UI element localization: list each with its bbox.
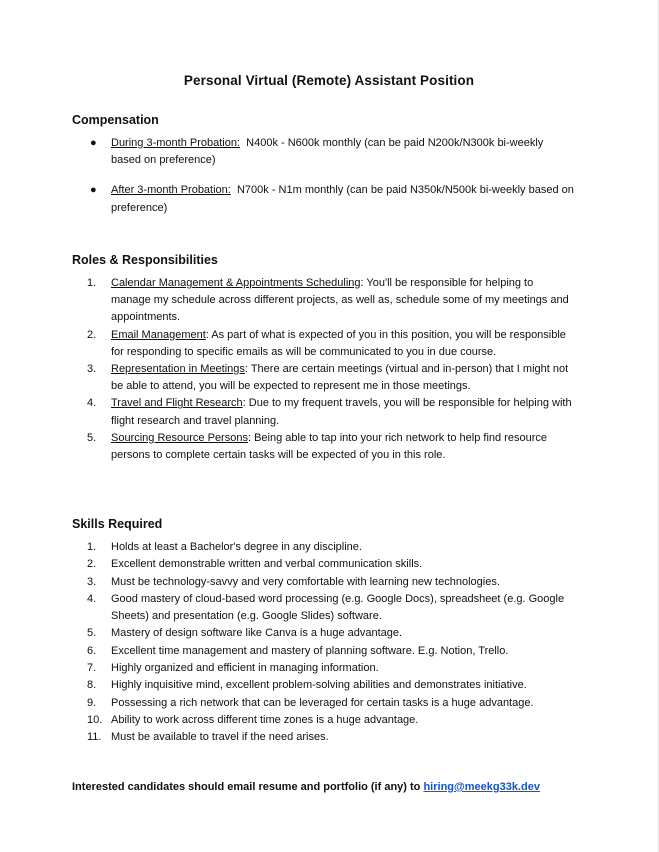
list-item <box>87 327 576 361</box>
list-item <box>87 275 576 327</box>
compensation-label: During 3-month Probation: <box>111 137 241 149</box>
list-number: 3. <box>87 575 97 588</box>
skill-text: Possessing a rich network that can be leveraged for certain tasks is a huge advantage. <box>111 696 534 709</box>
compensation-text: N700k - N1m monthly (can be paid N350k/N500k bi-weekly based on preference) <box>111 184 574 214</box>
skill-text: Mastery of design software like Canva is a huge advantage. <box>111 627 403 640</box>
role-label: Travel and Flight Research <box>111 397 243 410</box>
role-text: : Being able to tap into your rich network to help find resource persons to complete certain tasks will be expected of you in this role. <box>111 431 547 462</box>
list-item <box>87 660 576 677</box>
list-item <box>87 430 576 464</box>
list-number: 3. <box>87 363 97 376</box>
email-link[interactable]: hiring@meekg33k.dev <box>423 781 540 793</box>
list-item <box>87 729 576 746</box>
roles-heading: Roles & Responsibilities <box>72 253 218 267</box>
list-number: 4. <box>87 592 97 605</box>
role-label: Email Management <box>111 328 206 341</box>
skills-list <box>87 539 576 747</box>
list-item <box>90 182 576 216</box>
roles-list <box>87 275 576 464</box>
list-number: 10. <box>87 713 103 726</box>
bullet-icon: ● <box>90 137 97 149</box>
list-item <box>87 591 576 626</box>
list-number: 8. <box>87 679 97 692</box>
list-number: 1. <box>87 541 97 553</box>
role-label: Sourcing Resource Persons <box>111 431 248 444</box>
list-number: 7. <box>87 662 97 675</box>
skill-text: Holds at least a Bachelor's degree in any discipline. <box>111 541 362 553</box>
list-number: 4. <box>87 397 97 410</box>
list-item <box>87 695 576 712</box>
skill-text: Highly inquisitive mind, excellent problem-solving abilities and demonstrates initiative. <box>111 679 527 692</box>
compensation-text: N400k - N600k monthly (can be paid N200k/N300k bi-weekly based on preference) <box>111 137 544 167</box>
list-number: 6. <box>87 644 97 657</box>
list-number: 2. <box>87 558 97 571</box>
list-number: 9. <box>87 696 97 709</box>
skill-text: Excellent time management and mastery of planning software. E.g. Notion, Trello. <box>111 644 509 657</box>
page-title: Personal Virtual (Remote) Assistant Position <box>183 73 475 88</box>
skill-text: Must be technology-savvy and very comfortable with learning new technologies. <box>111 575 500 588</box>
list-item <box>87 574 576 591</box>
role-text: : There are certain meetings (virtual and in-person) that I might not be able to attend, you will be expected to represent me in those meetings. <box>111 363 569 393</box>
compensation-label: After 3-month Probation: <box>111 184 231 197</box>
list-item <box>87 677 576 694</box>
footer-text: Interested candidates should email resume and portfolio (if any) to <box>72 781 421 793</box>
list-item <box>87 361 576 395</box>
skill-text: Must be available to travel if the need arises. <box>111 731 329 744</box>
list-item <box>87 395 576 429</box>
list-item <box>87 625 576 642</box>
role-label: Representation in Meetings <box>111 363 245 376</box>
compensation-list <box>90 135 576 217</box>
role-label: Calendar Management & Appointments Scheduling <box>111 277 361 289</box>
list-number: 5. <box>87 627 97 640</box>
skill-text: Ability to work across different time zones is a huge advantage. <box>111 713 419 726</box>
list-item <box>87 712 576 729</box>
list-number: 11. <box>87 731 102 744</box>
role-text: : As part of what is expected of you in this position, you will be responsible for responding to specific emails as will be communicated to you in due course. <box>111 328 566 358</box>
bullet-icon: ● <box>90 184 97 197</box>
list-number: 2. <box>87 328 97 341</box>
role-text: : You'll be responsible for helping to manage my schedule across different projects, as well as, schedule some of my meetings and appointments. <box>111 277 569 324</box>
skills-heading: Skills Required <box>72 517 163 531</box>
skill-text: Excellent demonstrable written and verbal communication skills. <box>111 558 423 571</box>
list-item <box>90 135 576 169</box>
compensation-heading: Compensation <box>72 113 159 127</box>
list-number: 1. <box>87 277 97 289</box>
list-number: 5. <box>87 431 97 444</box>
list-item <box>87 643 576 660</box>
role-text: : Due to my frequent travels, you will be responsible for helping with flight research and travel planning. <box>111 397 572 427</box>
skill-text: Good mastery of cloud-based word processing (e.g. Google Docs), spreadsheet (e.g. Google Sheets) and presentation (e.g. Google Slides) software. <box>111 592 565 623</box>
list-item <box>87 556 576 573</box>
list-item <box>87 539 576 556</box>
footer-note <box>72 781 540 793</box>
skill-text: Highly organized and efficient in managing information. <box>111 662 379 675</box>
